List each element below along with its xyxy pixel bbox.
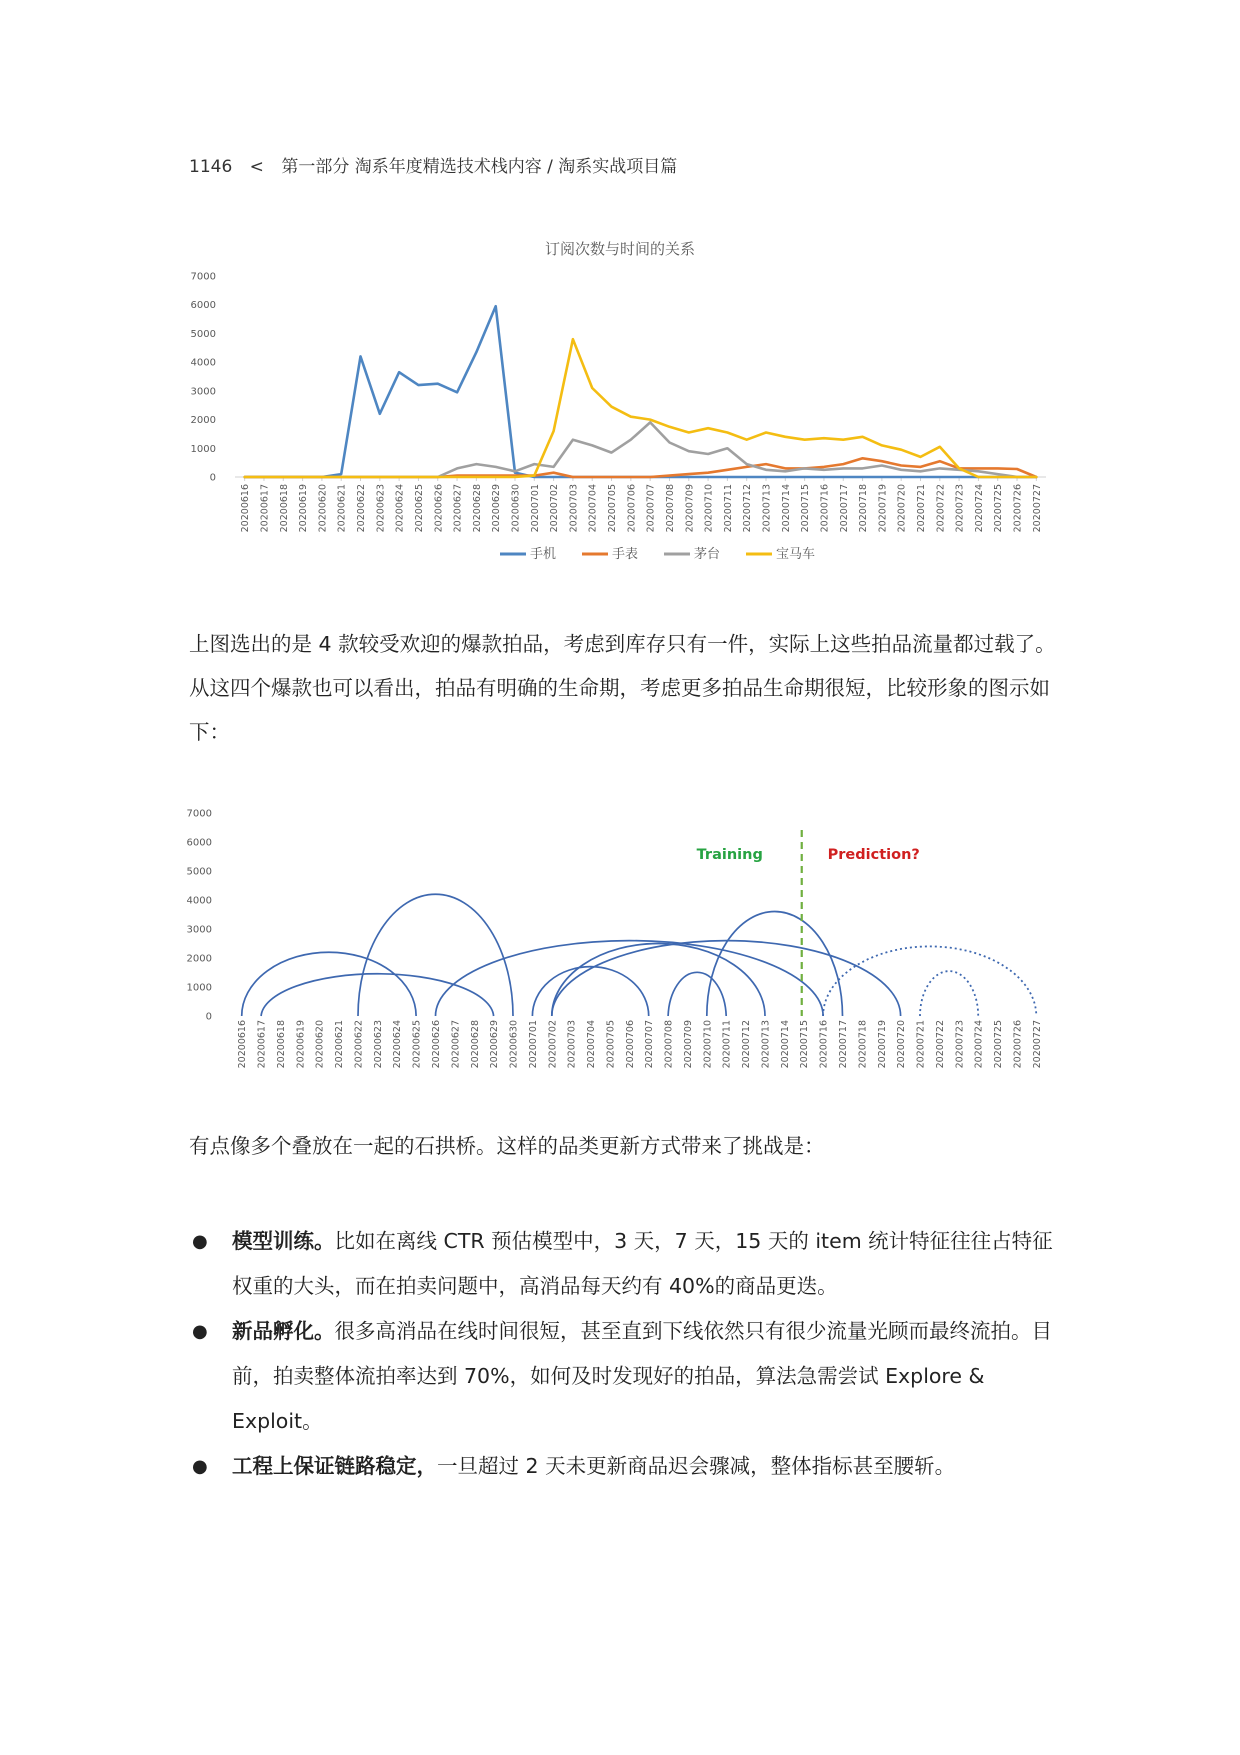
list-item-title: 新品孵化。	[232, 1319, 335, 1343]
x-tick-label: 20200715	[799, 1020, 811, 1069]
x-tick-label: 20200710	[702, 1020, 714, 1069]
x-tick-label: 20200622	[353, 1020, 365, 1069]
x-tick-label: 20200621	[336, 484, 348, 533]
x-tick-label: 20200623	[372, 1020, 384, 1069]
lifecycle-arc	[242, 952, 416, 1016]
x-tick-label: 20200714	[779, 1020, 791, 1069]
bullet-dot: ●	[192, 1456, 208, 1477]
y-tick-label: 4000	[186, 895, 212, 907]
y-tick-label: 6000	[186, 837, 212, 849]
x-tick-label: 20200726	[1012, 1020, 1024, 1069]
legend-label: 茅台	[694, 547, 721, 562]
x-tick-label: 20200709	[682, 1020, 694, 1069]
x-tick-label: 20200716	[819, 484, 831, 533]
y-tick-label: 0	[205, 1011, 212, 1023]
chart-title: 订阅次数与时间的关系	[544, 240, 696, 258]
y-tick-label: 1000	[186, 982, 212, 994]
x-tick-label: 20200712	[741, 1020, 753, 1069]
x-tick-label: 20200708	[663, 1020, 675, 1069]
y-tick-label: 3000	[186, 924, 212, 936]
x-tick-label: 20200706	[624, 1020, 636, 1069]
x-tick-label: 20200619	[298, 484, 310, 533]
x-tick-label: 20200704	[586, 1020, 598, 1069]
x-tick-label: 20200702	[547, 1020, 559, 1069]
lifecycle-arc	[552, 944, 765, 1017]
x-tick-label: 20200625	[413, 484, 425, 533]
x-tick-label: 20200722	[934, 1020, 946, 1069]
x-tick-label: 20200620	[314, 1020, 326, 1069]
list-item	[189, 1309, 1059, 1444]
legend-label: 手机	[530, 547, 557, 562]
legend-label: 手表	[612, 547, 639, 562]
x-tick-label: 20200617	[256, 1020, 268, 1069]
x-tick-label: 20200712	[742, 484, 754, 533]
x-tick-label: 20200703	[568, 484, 580, 533]
x-tick-label: 20200629	[491, 484, 503, 533]
y-tick-label: 3000	[190, 386, 216, 398]
x-tick-label: 20200706	[626, 484, 638, 533]
x-tick-label: 20200627	[450, 1020, 462, 1069]
bullet-dot: ●	[192, 1321, 208, 1342]
x-tick-label: 20200622	[356, 484, 368, 533]
x-tick-label: 20200627	[452, 484, 464, 533]
x-tick-label: 20200720	[896, 1020, 908, 1069]
x-tick-label: 20200709	[684, 484, 696, 533]
y-tick-label: 6000	[190, 300, 216, 312]
x-tick-label: 20200714	[780, 484, 792, 533]
y-tick-label: 1000	[190, 443, 216, 455]
x-tick-label: 20200703	[566, 1020, 578, 1069]
x-tick-label: 20200624	[392, 1020, 404, 1069]
paragraph-challenges: 有点像多个叠放在一起的石拱桥。这样的品类更新方式带来了挑战是：	[189, 1134, 825, 1158]
x-tick-label: 20200718	[857, 1020, 869, 1069]
series-line-茅台	[245, 422, 1037, 477]
x-tick-label: 20200618	[278, 484, 290, 533]
x-tick-label: 20200702	[549, 484, 561, 533]
challenge-list	[189, 1219, 1059, 1489]
x-tick-label: 20200628	[469, 1020, 481, 1069]
list-item	[189, 1219, 1059, 1309]
paragraph-intro: 上图选出的是 4 款较受欢迎的爆款拍品，考虑到库存只有一件，实际上这些拍品流量都过载了。从这四个爆款也可以看出，拍品有明确的生命期，考虑更多拍品生命期很短，比较形象的图示如下：	[189, 632, 1056, 744]
x-tick-label: 20200625	[411, 1020, 423, 1069]
x-tick-label: 20200707	[644, 1020, 656, 1069]
x-tick-label: 20200711	[722, 484, 734, 533]
arch-bridge-diagram	[180, 790, 1060, 1090]
list-item-text: 比如在离线 CTR 预估模型中，3 天，7 天，15 天的 item 统计特征往往占特征权重的大头，而在拍卖问题中，高消品每天约有 40%的商品更迭。	[232, 1229, 1053, 1298]
list-item-title: 模型训练。	[232, 1229, 335, 1253]
header-separator: <	[249, 157, 264, 177]
y-tick-label: 4000	[190, 357, 216, 369]
x-tick-label: 20200713	[761, 484, 773, 533]
x-tick-label: 20200717	[838, 484, 850, 533]
lifecycle-arc	[532, 967, 648, 1016]
x-tick-label: 20200621	[334, 1020, 346, 1069]
x-tick-label: 20200721	[915, 1020, 927, 1069]
training-label: Training	[696, 847, 763, 863]
x-tick-label: 20200704	[587, 484, 599, 533]
x-tick-label: 20200616	[240, 484, 252, 533]
x-tick-label: 20200705	[607, 484, 619, 533]
x-tick-label: 20200716	[818, 1020, 830, 1069]
lifecycle-arc	[552, 941, 901, 1016]
x-tick-label: 20200719	[877, 484, 889, 533]
y-tick-label: 7000	[190, 271, 216, 283]
prediction-label: Prediction?	[827, 847, 920, 863]
list-item-title: 工程上保证链路稳定，	[232, 1454, 437, 1478]
x-tick-label: 20200724	[973, 1020, 985, 1069]
x-tick-label: 20200718	[858, 484, 870, 533]
x-tick-label: 20200721	[915, 484, 927, 533]
x-tick-label: 20200724	[973, 484, 985, 533]
lifecycle-arc	[668, 972, 726, 1016]
series-line-手表	[245, 458, 1037, 477]
breadcrumb: 第一部分 淘系年度精选技术栈内容 / 淘系实战项目篇	[281, 157, 678, 177]
list-item-text: 一旦超过 2 天未更新商品迟会骤减，整体指标甚至腰斩。	[437, 1454, 956, 1478]
x-tick-label: 20200711	[721, 1020, 733, 1069]
x-tick-label: 20200722	[935, 484, 947, 533]
x-tick-label: 20200717	[838, 1020, 849, 1069]
x-tick-label: 20200727	[1031, 1020, 1043, 1069]
x-tick-label: 20200630	[508, 1020, 520, 1069]
predicted-arc	[920, 971, 978, 1016]
x-tick-label: 20200708	[664, 484, 676, 533]
x-tick-label: 20200701	[527, 1020, 539, 1069]
y-tick-label: 0	[209, 472, 216, 484]
x-tick-label: 20200723	[954, 1020, 966, 1069]
x-tick-label: 20200715	[800, 484, 812, 533]
x-tick-label: 20200617	[259, 484, 271, 533]
x-tick-label: 20200707	[645, 484, 657, 533]
legend-label: 宝马车	[776, 547, 816, 562]
list-item-text: 很多高消品在线时间很短，甚至直到下线依然只有很少流量光顾而最终流拍。目前，拍卖整体流拍率达到 70%，如何及时发现好的拍品，算法急需尝试 Explore & Exploit。	[232, 1319, 1052, 1433]
x-tick-label: 20200727	[1031, 484, 1043, 533]
series-line-宝马车	[245, 339, 1037, 477]
x-tick-label: 20200630	[510, 484, 522, 533]
x-tick-label: 20200710	[703, 484, 715, 533]
y-tick-label: 5000	[190, 328, 216, 340]
subscription-line-chart	[180, 230, 1060, 575]
bullet-dot: ●	[192, 1231, 208, 1252]
x-tick-label: 20200713	[760, 1020, 772, 1069]
x-tick-label: 20200620	[317, 484, 329, 533]
x-tick-label: 20200726	[1012, 484, 1024, 533]
x-tick-label: 20200723	[954, 484, 966, 533]
y-tick-label: 2000	[186, 953, 212, 965]
lifecycle-arc	[358, 894, 513, 1016]
lifecycle-arc	[707, 912, 843, 1016]
y-tick-label: 5000	[186, 866, 212, 878]
x-tick-label: 20200619	[295, 1020, 307, 1069]
x-tick-label: 20200705	[605, 1020, 617, 1069]
list-item	[189, 1444, 1059, 1489]
page-number: 1146	[189, 157, 233, 177]
x-tick-label: 20200725	[993, 484, 1005, 533]
y-tick-label: 7000	[186, 808, 212, 820]
x-tick-label: 20200725	[993, 1020, 1005, 1069]
x-tick-label: 20200624	[394, 484, 406, 533]
x-tick-label: 20200701	[529, 484, 541, 533]
page-header	[189, 152, 677, 177]
x-tick-label: 20200720	[896, 484, 908, 533]
y-tick-label: 2000	[190, 415, 216, 427]
x-tick-label: 20200628	[471, 484, 483, 533]
x-tick-label: 20200626	[431, 1020, 442, 1069]
x-tick-label: 20200618	[275, 1020, 287, 1069]
x-tick-label: 20200616	[237, 1020, 249, 1069]
series-line-手机	[245, 306, 1037, 477]
x-tick-label: 20200626	[433, 484, 445, 533]
x-tick-label: 20200623	[375, 484, 387, 533]
x-tick-label: 20200719	[876, 1020, 888, 1069]
x-tick-label: 20200629	[489, 1020, 501, 1069]
